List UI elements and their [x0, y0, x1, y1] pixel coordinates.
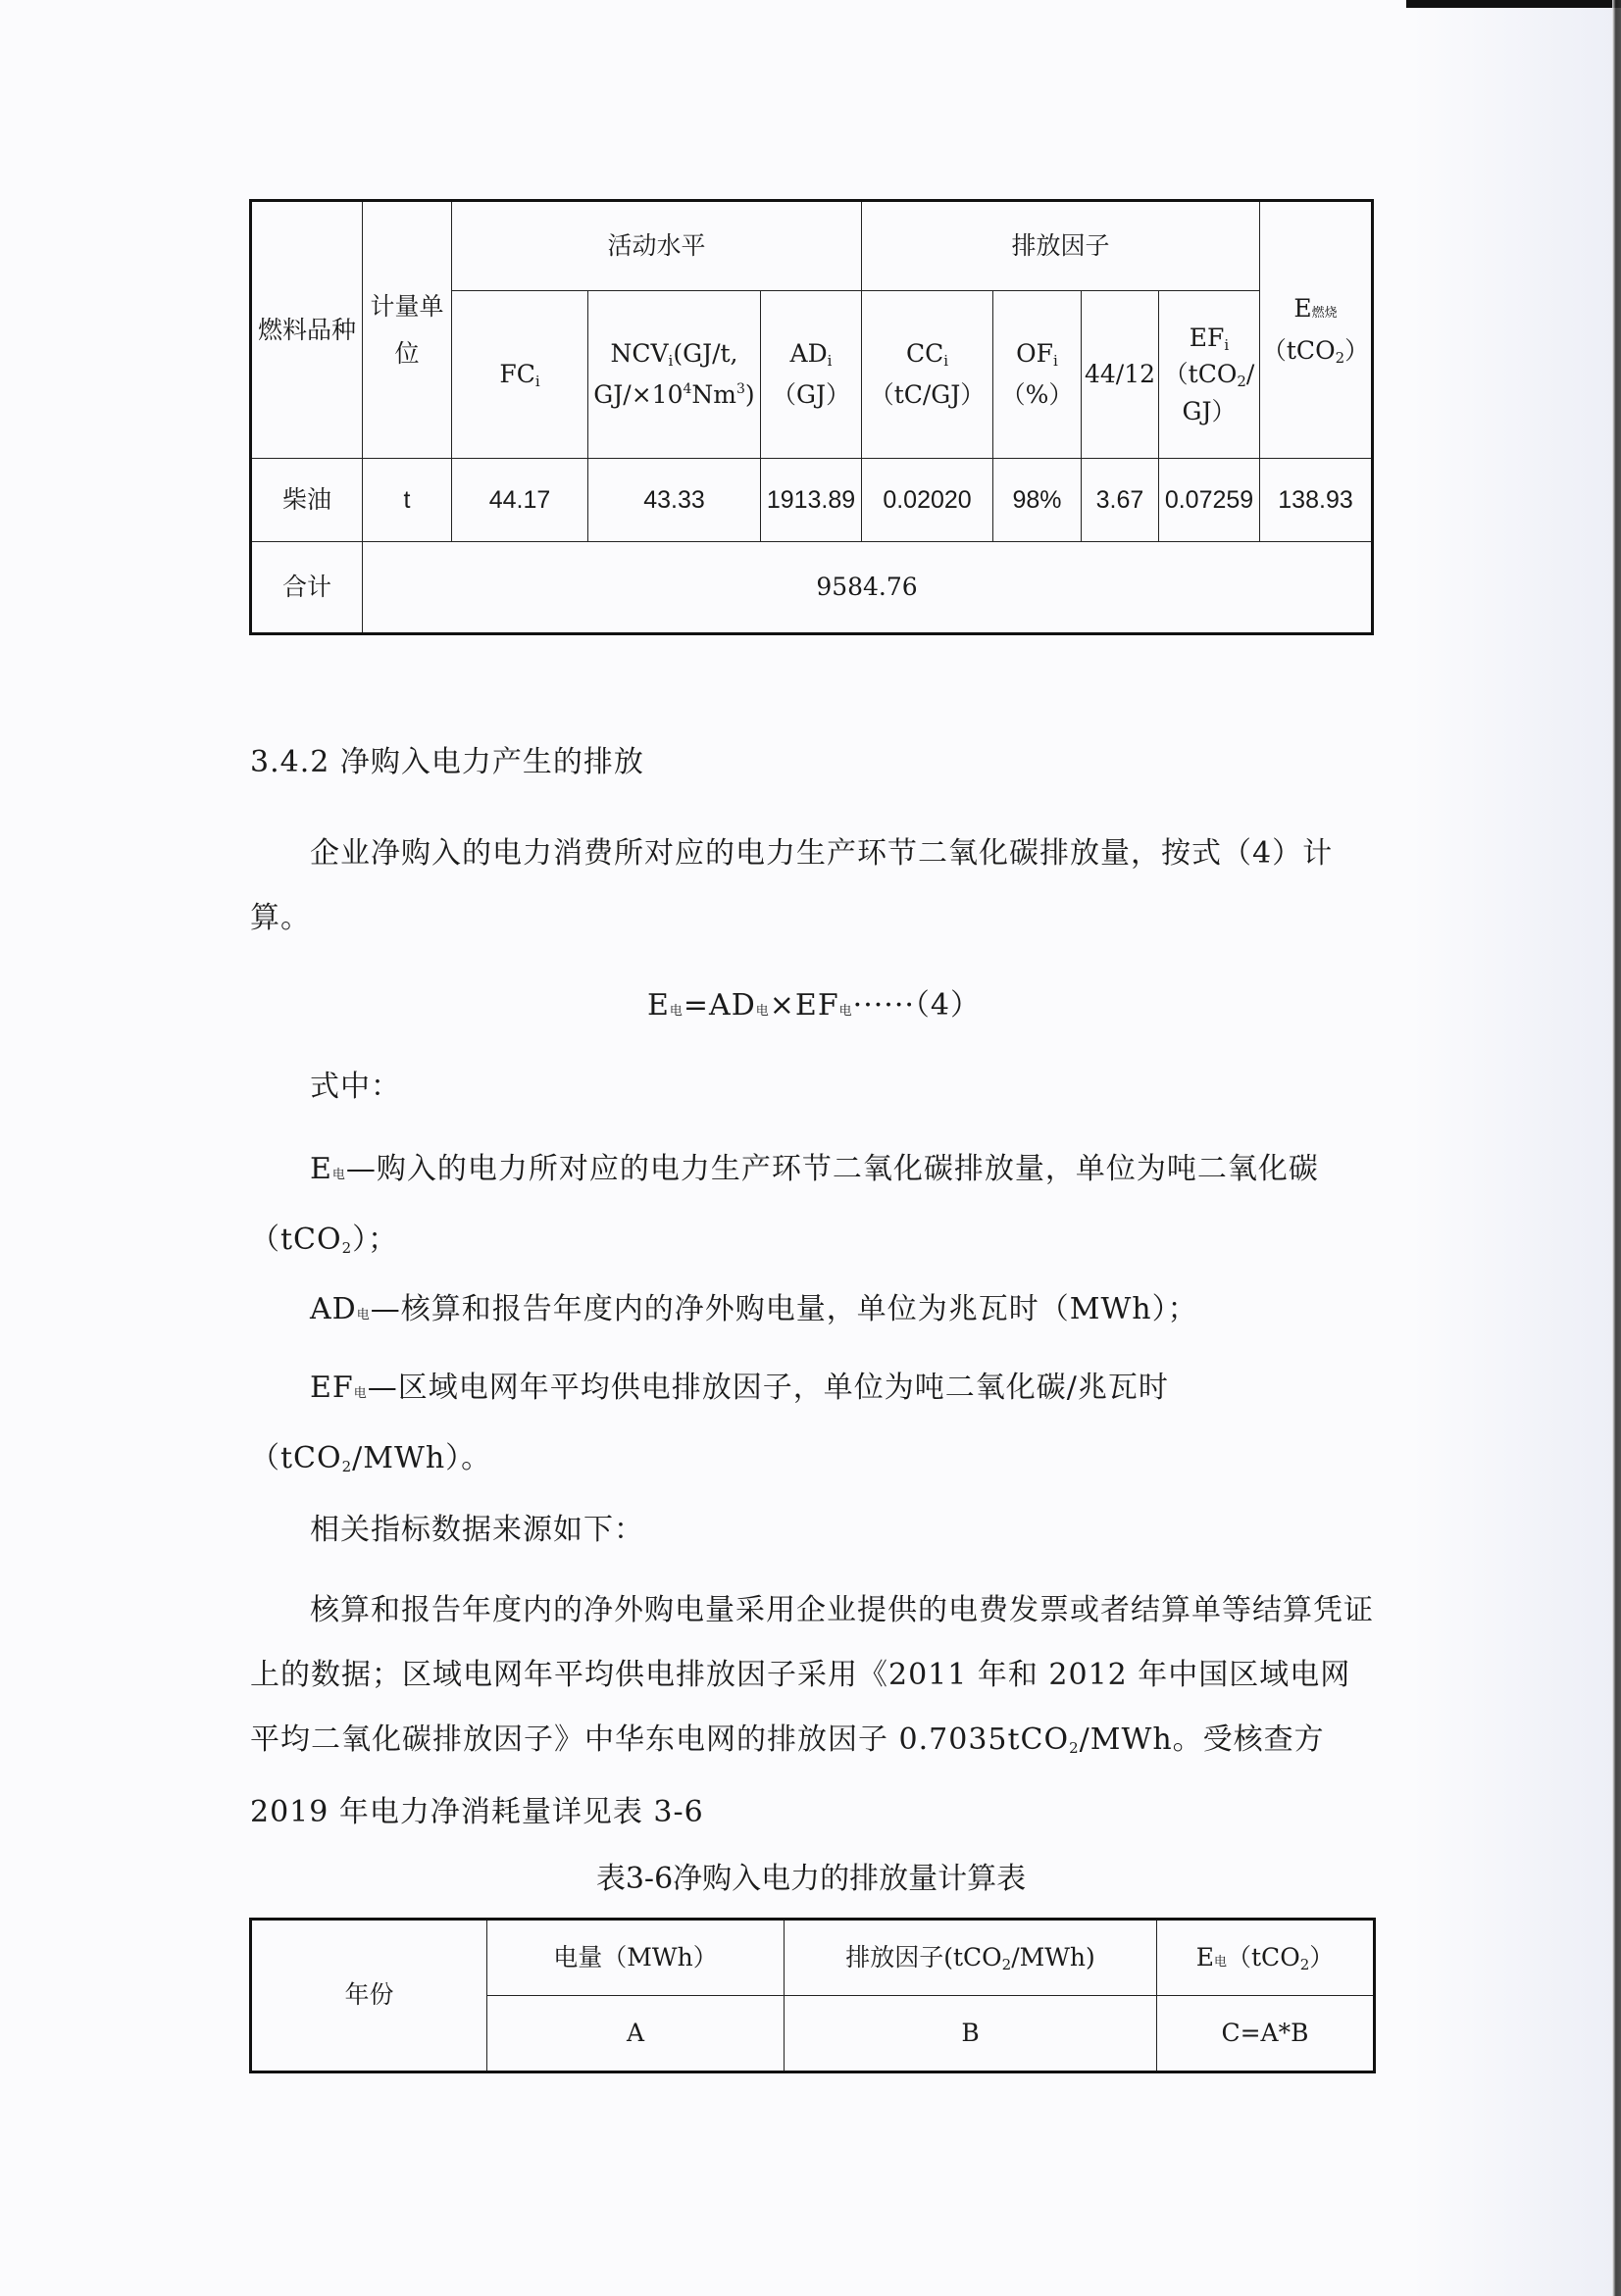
scan-shadow [1412, 0, 1612, 2296]
section-heading: 3.4.2 净购入电力产生的排放 [250, 745, 644, 779]
table-caption: 表3-6净购入电力的排放量计算表 [595, 1862, 1027, 1896]
source-label: 相关指标数据来源如下： [310, 1513, 644, 1547]
cell-cc: 0.02020 [862, 459, 993, 542]
scan-edge-top [1406, 0, 1621, 8]
formula-a: A [487, 1996, 785, 2072]
header-unit: 计量单位 [363, 201, 452, 459]
total-label: 合计 [251, 542, 363, 634]
cell-ncv: 43.33 [588, 459, 761, 542]
formula-4: E电=AD电×EF电······（4） [647, 988, 981, 1023]
definition-e: E电—购入的电力所对应的电力生产环节二氧化碳排放量，单位为吨二氧化碳（tCO$_2$）； [250, 1152, 1319, 1257]
header-activity-level: 活动水平 [452, 201, 862, 291]
cell-emission: 138.93 [1260, 459, 1373, 542]
definition-ad: AD电—核算和报告年度内的净外购电量，单位为兆瓦时（MWh）； [310, 1292, 1198, 1326]
source-paragraph: 核算和报告年度内的净外购电量采用企业提供的电费发票或者结算单等结算凭证上的数据；区域电网年平均供电排放因子采用《2011 年和 2012 年中国区域电网平均二氧化碳排放因子》中华东电网的排放因子 0.7035tCO$_2$/MWh。受核查方 2019 年电力净消耗量详见表 3-6 [250, 1593, 1374, 1829]
cell-fc: 44.17 [452, 459, 588, 542]
formula-b: B [785, 1996, 1157, 2072]
cell-ef: 0.07259 [1159, 459, 1260, 542]
cell-of: 98% [993, 459, 1082, 542]
header-fc: $FC_i$ [452, 291, 588, 459]
cell-unit: t [363, 459, 452, 542]
scan-edge-right [1612, 0, 1621, 2296]
header-emission-factor: 排放因子 [862, 201, 1260, 291]
cell-ratio: 3.67 [1082, 459, 1159, 542]
definition-ef: EF电—区域电网年平均供电排放因子，单位为吨二氧化碳/兆瓦时（tCO$_2$/MWh）。 [250, 1371, 1169, 1475]
total-value: 9584.76 [363, 542, 1373, 634]
header-power: 电量（MWh） [487, 1920, 785, 1996]
table-row [251, 459, 1373, 542]
header-year: 年份 [251, 1920, 487, 2072]
total-row [251, 542, 1373, 634]
header-factor: 排放因子(tCO$_2$/MWh) [785, 1920, 1157, 1996]
header-cc: $CC_i$ （tC/GJ） [862, 291, 993, 459]
header-e-electricity: E电（tCO$_2$） [1157, 1920, 1375, 1996]
header-e-combustion: E燃烧 （tCO$_2$） [1260, 201, 1373, 459]
formula-c: C=A*B [1157, 1996, 1375, 2072]
intro-paragraph: 企业净购入的电力消费所对应的电力生产环节二氧化碳排放量，按式（4）计算。 [250, 836, 1334, 935]
cell-ad: 1913.89 [761, 459, 862, 542]
header-ad: $AD_i$ （GJ） [761, 291, 862, 459]
cell-fuel: 柴油 [251, 459, 363, 542]
electricity-emission-table [249, 1918, 1376, 2073]
header-ncv: $NCV_i(GJ/t$, $GJ/\times 10^4Nm^3$) [588, 291, 761, 459]
header-of: $OF_i$ （%） [993, 291, 1082, 459]
where-label: 式中： [310, 1070, 401, 1104]
header-ratio: 44/12 [1082, 291, 1159, 459]
header-fuel-type: 燃料品种 [251, 201, 363, 459]
header-ef: $EF_i$ （tCO$_2$/ GJ） [1159, 291, 1260, 459]
fuel-emission-table [249, 199, 1374, 635]
